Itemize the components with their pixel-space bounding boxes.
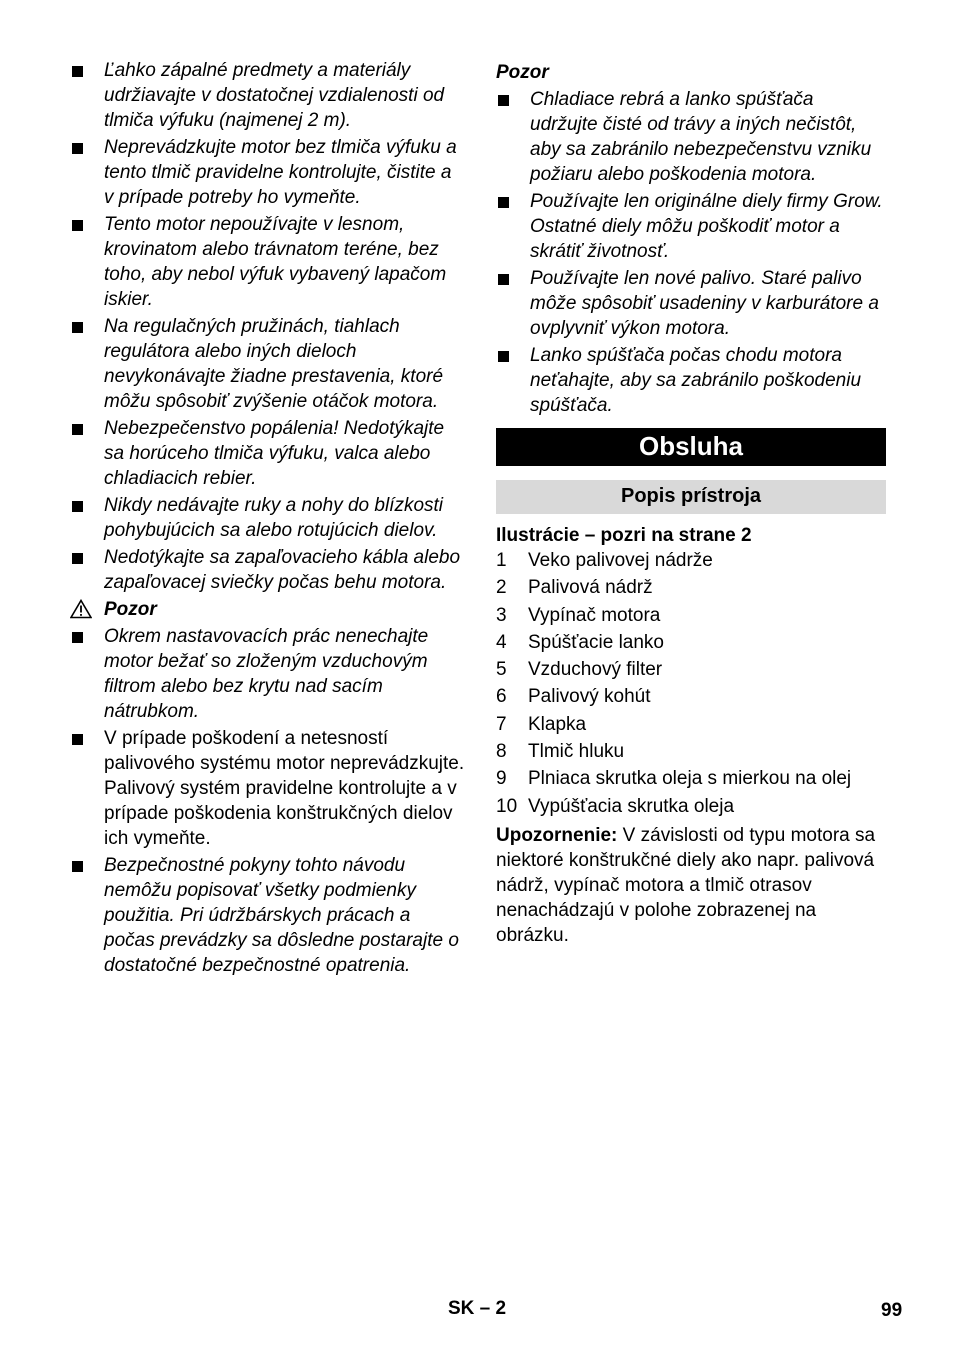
left-column	[70, 58, 465, 980]
list-item: 4 Spúšťacie lanko	[496, 631, 664, 653]
list-item: 1 Veko palivovej nádrže	[496, 550, 713, 571]
square-bullet-icon	[72, 861, 83, 872]
subsection-title: Popis prístroja	[496, 480, 886, 514]
list-item: 6 Palivový kohút	[496, 686, 651, 708]
bullet-item: Nikdy nedávajte ruky a nohy do blízkosti pohybujúcich sa alebo rotujúcich dielov.	[70, 493, 465, 543]
footer-language-page: SK – 2	[448, 1298, 507, 1319]
square-bullet-icon	[72, 143, 83, 154]
bullet-item: Okrem nastavovacích prác nenechajte motor bežať so zloženým vzduchovým filtrom alebo bez krytu nad sacím nátrubkom.	[70, 624, 465, 724]
illustration-title: Ilustrácie – pozri na strane 2	[496, 525, 752, 546]
bullet-item: V prípade poškodení a netesností palivového systému motor neprevádzkujte. Palivový systém pravidelne kontrolujte a v prípade poškodenia konštrukčných dielov ich vymeňte.	[70, 726, 465, 851]
square-bullet-icon	[72, 632, 83, 643]
list-item: 2 Palivová nádrž	[496, 577, 653, 599]
bullet-item: Používajte len originálne diely firmy Grow. Ostatné diely môžu poškodiť motor a skrátiť životnosť.	[496, 189, 886, 264]
list-item: 10 Vypúšťacia skrutka oleja	[496, 795, 735, 817]
caution-bullet-list	[496, 87, 886, 418]
square-bullet-icon	[72, 734, 83, 745]
square-bullet-icon	[72, 501, 83, 512]
warning-heading: Pozor	[70, 597, 465, 622]
bullet-item: Lanko spúšťača počas chodu motora neťahajte, aby sa zabránilo poškodeniu spúšťača.	[496, 343, 886, 418]
note-label: Upozornenie:	[496, 824, 618, 846]
list-item: 8 Tlmič hluku	[496, 741, 625, 763]
list-item: 3 Vypínač motora	[496, 604, 661, 626]
bullet-list-top	[70, 58, 465, 595]
list-item: 7 Klapka	[496, 713, 587, 735]
right-column	[496, 58, 886, 948]
list-item: 9 Plniaca skrutka oleja s mierkou na olej	[496, 768, 852, 790]
square-bullet-icon	[498, 197, 509, 208]
bullet-item: Na regulačných pružinách, tiahlach regulátora alebo iných dieloch nevykonávajte žiadne prestavenia, ktoré môžu spôsobiť zvýšenie otáčok motora.	[70, 314, 465, 414]
square-bullet-icon	[498, 274, 509, 285]
square-bullet-icon	[72, 220, 83, 231]
parts-list	[496, 548, 886, 819]
note-paragraph	[496, 823, 886, 948]
page-number: 99	[881, 1300, 903, 1321]
bullet-item: Ľahko zápalné predmety a materiály udržiavajte v dostatočnej vzdialenosti od tlmiča výfuku (najmenej 2 m).	[70, 58, 465, 133]
square-bullet-icon	[72, 66, 83, 77]
caution-heading: Pozor	[496, 62, 549, 83]
warning-triangle-icon	[70, 599, 92, 619]
bullet-item: Tento motor nepoužívajte v lesnom, krovinatom alebo trávnatom teréne, bez toho, aby nebol výfuk vybavený lapačom iskier.	[70, 212, 465, 312]
square-bullet-icon	[498, 95, 509, 106]
bullet-item: Neprevádzkujte motor bez tlmiča výfuku a tento tlmič pravidelne kontrolujte, čistite a v prípade potreby ho vymeňte.	[70, 135, 465, 210]
bullet-item: Používajte len nové palivo. Staré palivo môže spôsobiť usadeniny v karburátore a ovplyvniť výkon motora.	[496, 266, 886, 341]
bullet-item: Nedotýkajte sa zapaľovacieho kábla alebo zapaľovacej sviečky počas behu motora.	[70, 545, 465, 595]
square-bullet-icon	[72, 322, 83, 333]
bullet-item: Bezpečnostné pokyny tohto návodu nemôžu popisovať všetky podmienky použitia. Pri údržbárskych prácach a počas prevádzky sa dôsledne postarajte o dostatočné bezpečnostné opatrenia.	[70, 853, 465, 978]
section-title: Obsluha	[496, 428, 886, 466]
bullet-item: Chladiace rebrá a lanko spúšťača udržujte čisté od trávy a iných nečistôt, aby sa zabránilo nebezpečenstvu vzniku požiaru alebo poškodenia motora.	[496, 87, 886, 187]
note-text: V závislosti od typu motora sa niektoré konštrukčné diely ako napr. palivová nádrž, vypínač motora a tlmič otrasov nenachádzajú v polohe zobrazenej na obrázku.	[496, 824, 876, 946]
bullet-list-bottom	[70, 624, 465, 978]
list-item: 5 Vzduchový filter	[496, 659, 663, 681]
square-bullet-icon	[498, 351, 509, 362]
square-bullet-icon	[72, 424, 83, 435]
square-bullet-icon	[72, 553, 83, 564]
bullet-item: Nebezpečenstvo popálenia! Nedotýkajte sa horúceho tlmiča výfuku, valca alebo chladiacich rebier.	[70, 416, 465, 491]
